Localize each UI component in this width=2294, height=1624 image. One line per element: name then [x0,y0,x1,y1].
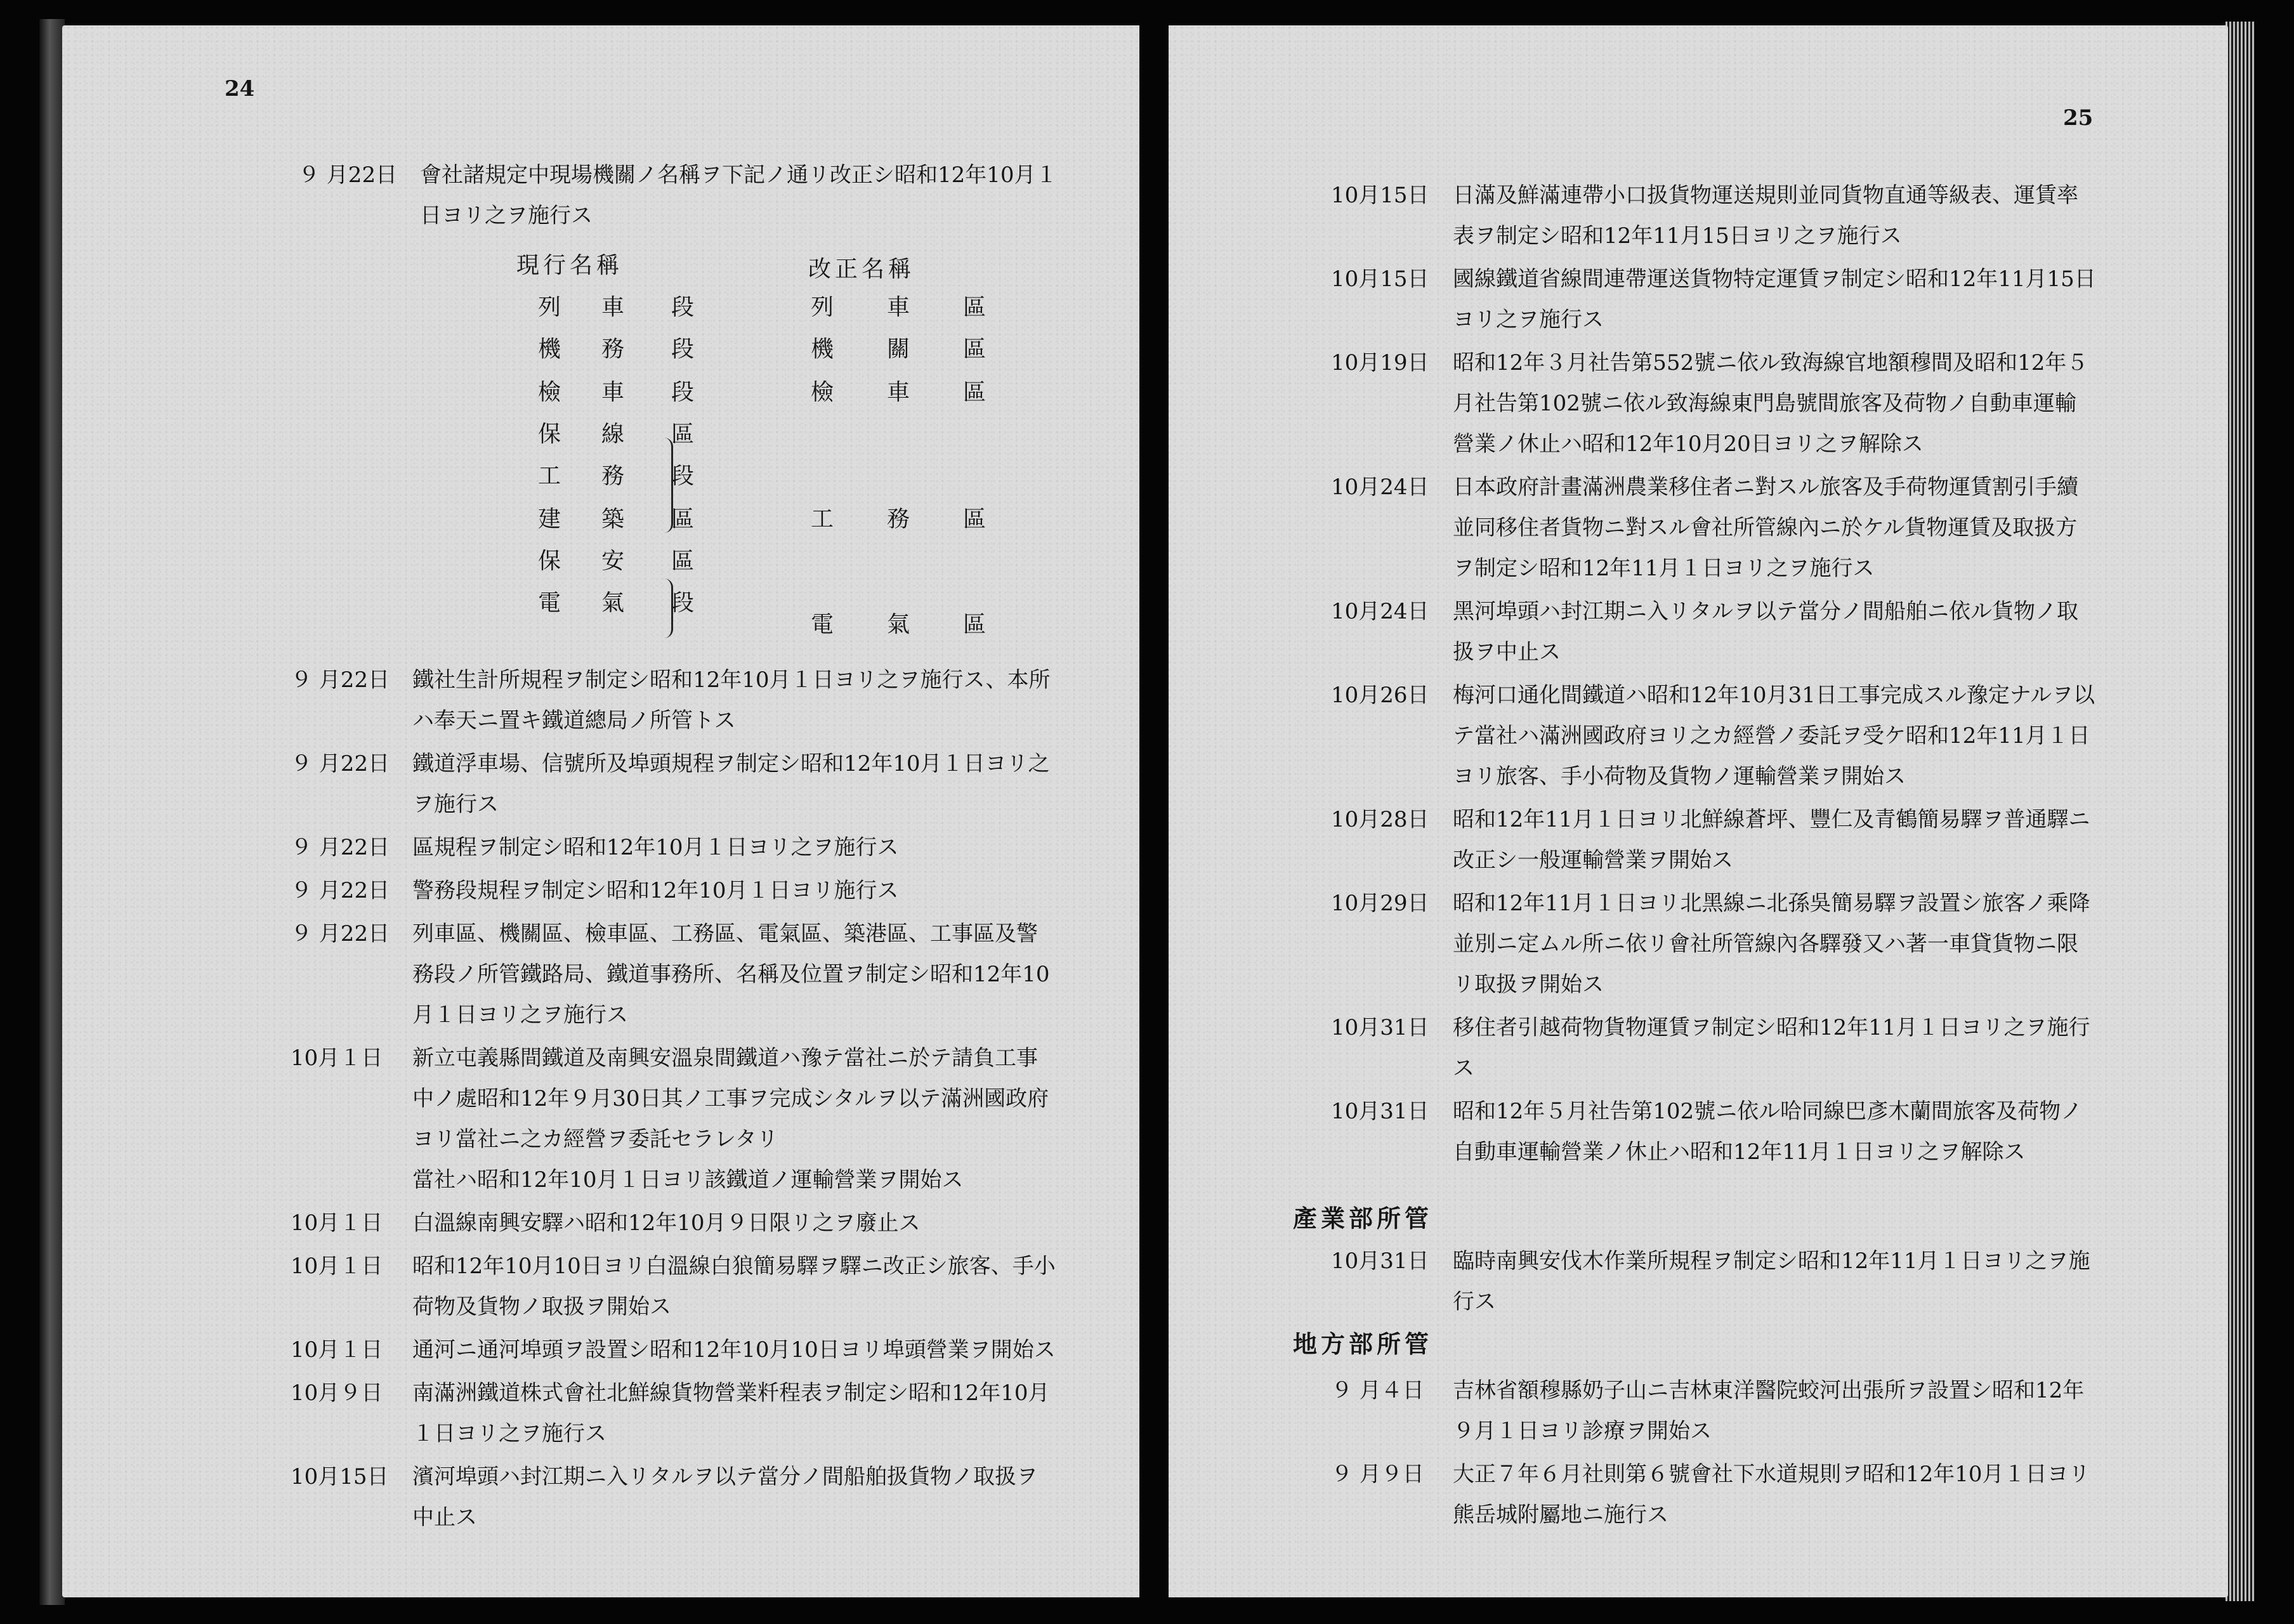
entry-line: 並同移住者貨物ニ對スル會社所管線內ニ於ケル貨物運賃及取扱方 [1453,515,2078,540]
current-name-char: 工 [538,463,561,489]
entry-line: 改正シ一般運輸營業ヲ開始ス [1453,848,1733,873]
entry-body [1453,1370,2084,1451]
entry-body [1453,799,2090,881]
entry-line: 荷物及貨物ノ取扱ヲ開始ス [412,1294,671,1320]
entry-line: 自動車運輸營業ノ休止ハ昭和12年11月１日ヨリ之ヲ解除ス [1453,1139,2026,1165]
entry-line: 列車區、機關區、檢車區、工務區、電氣區、築港區、工事區及警 [412,921,1038,946]
current-name-char: 安 [601,548,625,574]
entry-date: ９ 月22日 [291,751,390,776]
entry-line: 日本政府計畫滿洲農業移住者ニ對スル旅客及手荷物運賃割引手續 [1453,475,2078,500]
right-page [1169,25,2228,1597]
new-name-char: 檢 [811,379,834,405]
entry-date: ９ 月22日 [291,921,390,946]
entry-date: ９ 月22日 [298,162,398,188]
entry-line: 務段ノ所管鐵路局、鐵道事務所、名稱及位置ヲ制定シ昭和12年10 [412,962,1050,987]
entry-line: 營業ノ休止ハ昭和12年10月20日ヨリ之ヲ解除ス [1453,431,1924,457]
brace-mark [660,579,673,638]
current-name-char: 保 [538,548,561,574]
new-name-char: 區 [963,336,986,362]
entry-line: 白溫線南興安驛ハ昭和12年10月９日限リ之ヲ廢止ス [412,1210,921,1236]
new-name-char: 電 [811,612,834,638]
entry-line: ス [1453,1056,1474,1081]
entry-body [1453,591,2078,672]
name-change-table [392,247,1026,653]
entry-date: ９ 月22日 [291,835,390,860]
entry-line: 會社諸規定中現場機關ノ名稱ヲ下記ノ通リ改正シ昭和12年10月１ [420,162,1058,188]
entry-line: ヨリ當社ニ之カ經營ヲ委託セラレタリ [412,1127,778,1152]
entry-line: 通河ニ通河埠頭ヲ設置シ昭和12年10月10日ヨリ埠頭營業ヲ開始ス [412,1337,1056,1363]
entry-line: 鐵道浮車場、信號所及埠頭規程ヲ制定シ昭和12年10月１日ヨリ之 [412,751,1050,776]
entry-body [1453,259,2096,340]
entry-date: 10月28日 [1331,807,1429,832]
section-heading-local: 地方部所管 [1293,1330,1433,1358]
entry-line: リ取扱ヲ開始ス [1453,972,1604,997]
new-name-char: 區 [963,294,986,320]
entry-line: 扱ヲ中止ス [1453,639,1561,665]
current-name-char: 線 [601,421,625,447]
new-name-char: 務 [887,506,910,532]
current-name-char: 築 [601,506,625,532]
current-name-char: 區 [671,548,695,574]
section-heading-industry: 產業部所管 [1293,1204,1433,1233]
entry-body [1453,175,2078,256]
entry-body [1453,883,2090,1005]
page-number: 25 [2063,105,2094,131]
entry-body [412,1203,921,1243]
entry-date: 10月１日 [291,1337,383,1363]
new-name-char: 車 [887,294,910,320]
entry-line: 移住者引越荷物貨物運賃ヲ制定シ昭和12年11月１日ヨリ之ヲ施行 [1453,1015,2090,1040]
book-page-edges-right [2225,22,2255,1601]
entry-line: ９月１日ヨリ診療ヲ開始ス [1453,1418,1712,1444]
entry-line: 月１日ヨリ之ヲ施行ス [412,1002,628,1028]
entry-line: 區規程ヲ制定シ昭和12年10月１日ヨリ之ヲ施行ス [412,835,899,860]
entry-line: 昭和12年５月社告第102號ニ依ル哈同線巴彥木蘭間旅客及荷物ノ [1453,1099,2083,1124]
new-name-char: 區 [963,506,986,532]
entry-line: ヲ施行ス [412,792,499,817]
entry-date: 10月24日 [1331,599,1429,624]
entry-line: ハ奉天ニ置キ鐵道總局ノ所管トス [412,708,736,733]
current-name-char: 機 [538,336,561,362]
entry-line: 中ノ處昭和12年９月30日其ノ工事ヲ完成シタルヲ以テ滿洲國政府 [412,1086,1049,1111]
entry-body [412,1457,1038,1538]
entry-date: 10月29日 [1331,891,1429,916]
entry-line: 昭和12年10月10日ヨリ白溫線白狼簡易驛ヲ驛ニ改正シ旅客、手小 [412,1254,1056,1279]
new-name-char: 工 [811,506,834,532]
entry-body [412,827,899,868]
entry-date: ９ 月22日 [291,878,390,903]
entry-line: 日ヨリ之ヲ施行ス [420,203,593,228]
entry-body [1453,343,2088,464]
entry-date: 10月１日 [291,1254,383,1279]
current-name-char: 段 [671,336,695,362]
new-name-char: 關 [887,336,910,362]
entry-line: 月社告第102號ニ依ル致海線東門島號間旅客及荷物ノ自動車運輸 [1453,391,2076,416]
entry-body [420,155,1058,236]
new-name-header: 改正名稱 [808,256,915,282]
current-name-char: 保 [538,421,561,447]
entry-date: 10月31日 [1331,1099,1429,1124]
entry-body [1453,1007,2090,1089]
entry-line: 昭和12年３月社告第552號ニ依ル致海線官地額穆間及昭和12年５ [1453,350,2088,376]
current-name-char: 車 [601,379,625,405]
entry-date: 10月19日 [1331,350,1429,376]
book-spine-edge-left [39,19,65,1605]
current-name-char: 建 [538,506,561,532]
entry-body [412,1246,1056,1327]
entry-body [1453,1241,2090,1322]
entry-line: ヨリ旅客、手小荷物及貨物ノ運輸營業ヲ開始ス [1453,764,1906,789]
entry-body [412,1330,1056,1370]
entry-line: 表ヲ制定シ昭和12年11月15日ヨリ之ヲ施行ス [1453,223,1902,249]
entry-line: 新立屯義縣間鐵道及南興安溫泉間鐵道ハ豫テ當社ニ於テ請負工事 [412,1045,1038,1071]
new-name-char: 區 [963,379,986,405]
new-name-char: 列 [811,294,834,320]
entry-line: １日ヨリ之ヲ施行ス [412,1421,606,1446]
entry-date: 10月15日 [291,1464,389,1490]
entry-line: 黑河埠頭ハ封江期ニ入リタルヲ以テ當分ノ間船舶ニ依ル貨物ノ取 [1453,599,2078,624]
entry-body [1453,1454,2090,1535]
entry-line: 行ス [1453,1289,1496,1314]
entry-body [412,1373,1050,1454]
entry-date: 10月31日 [1331,1248,1429,1274]
entry-line: ヨリ之ヲ施行ス [1453,307,1604,332]
entry-date: ９ 月９日 [1331,1462,1424,1487]
current-name-char: 段 [671,463,695,489]
entry-line: ヲ制定シ昭和12年11月１日ヨリ之ヲ施行ス [1453,556,1875,581]
entry-line: 南滿洲鐵道株式會社北鮮線貨物營業粁程表ヲ制定シ昭和12年10月 [412,1380,1050,1406]
entry-body [412,870,899,911]
entry-date: 10月15日 [1331,183,1429,208]
current-name-char: 氣 [601,590,625,616]
entry-line: 梅河口通化間鐵道ハ昭和12年10月31日工事完成スル豫定ナルヲ以 [1453,683,2095,708]
left-page [62,25,1139,1597]
entry-date: 10月24日 [1331,475,1429,500]
entry-line: 濱河埠頭ハ封江期ニ入リタルヲ以テ當分ノ間船舶扱貨物ノ取扱ヲ [412,1464,1038,1490]
new-name-char: 機 [811,336,834,362]
current-name-char: 段 [671,379,695,405]
entry-body [412,743,1050,825]
entry-body [412,1038,1049,1200]
current-name-char: 檢 [538,379,561,405]
new-name-char: 車 [887,379,910,405]
entry-date: 10月26日 [1331,683,1429,708]
entry-line: 警務段規程ヲ制定シ昭和12年10月１日ヨリ施行ス [412,878,899,903]
entry-date: 10月１日 [291,1210,383,1236]
current-name-char: 段 [671,590,695,616]
entry-body [1453,467,2078,589]
current-name-char: 段 [671,294,695,320]
current-name-char: 務 [601,463,625,489]
entry-body [412,660,1051,741]
entry-line: 吉林省額穆縣奶子山ニ吉林東洋醫院蛟河出張所ヲ設置シ昭和12年 [1453,1378,2085,1403]
entry-date: ９ 月４日 [1331,1378,1424,1403]
current-name-char: 區 [671,506,695,532]
new-name-char: 氣 [887,612,910,638]
entry-line: 大正７年６月社則第６號會社下水道規則ヲ昭和12年10月１日ヨリ [1453,1462,2090,1487]
brace-mark [660,438,673,533]
new-name-char: 區 [963,612,986,638]
entry-date: 10月31日 [1331,1015,1429,1040]
entry-line: 臨時南興安伐木作業所規程ヲ制定シ昭和12年11月１日ヨリ之ヲ施 [1453,1248,2090,1274]
entry-date: ９ 月22日 [291,667,390,693]
current-name-char: 列 [538,294,561,320]
entry-line: 國線鐵道省線間連帶運送貨物特定運賃ヲ制定シ昭和12年11月15日 [1453,266,2096,292]
entry-line: 當社ハ昭和12年10月１日ヨリ該鐵道ノ運輸營業ヲ開始ス [412,1167,964,1193]
entry-body [1453,1091,2082,1172]
entry-body [1453,675,2095,797]
entry-line: 鐵社生計所規程ヲ制定シ昭和12年10月１日ヨリ之ヲ施行ス、本所 [412,667,1051,693]
current-name-char: 電 [538,590,561,616]
entry-date: 10月１日 [291,1045,383,1071]
entry-date: 10月15日 [1331,266,1429,292]
entry-date: 10月９日 [291,1380,383,1406]
entry-line: 中止ス [412,1505,477,1530]
entry-line: 昭和12年11月１日ヨリ北黑線ニ北孫吳簡易驛ヲ設置シ旅客ノ乘降 [1453,891,2090,916]
current-name-header: 現行名稱 [516,252,624,278]
current-name-char: 區 [671,421,695,447]
entry-line: 並別ニ定ムル所ニ依リ會社所管線內各驛發又ハ著一車貸貨物ニ限 [1453,931,2078,957]
entry-body [412,914,1050,1035]
entry-line: テ當社ハ滿洲國政府ヨリ之カ經營ノ委託ヲ受ケ昭和12年11月１日 [1453,723,2090,749]
current-name-char: 務 [601,336,625,362]
page-number: 24 [225,76,255,102]
entry-line: 昭和12年11月１日ヨリ北鮮線蒼坪、豐仁及青鶴簡易驛ヲ普通驛ニ [1453,807,2090,832]
current-name-char: 車 [601,294,625,320]
entry-line: 熊岳城附屬地ニ施行ス [1453,1502,1668,1528]
entry-line: 日滿及鮮滿連帶小口扱貨物運送規則並同貨物直通等級表、運賃率 [1453,183,2078,208]
